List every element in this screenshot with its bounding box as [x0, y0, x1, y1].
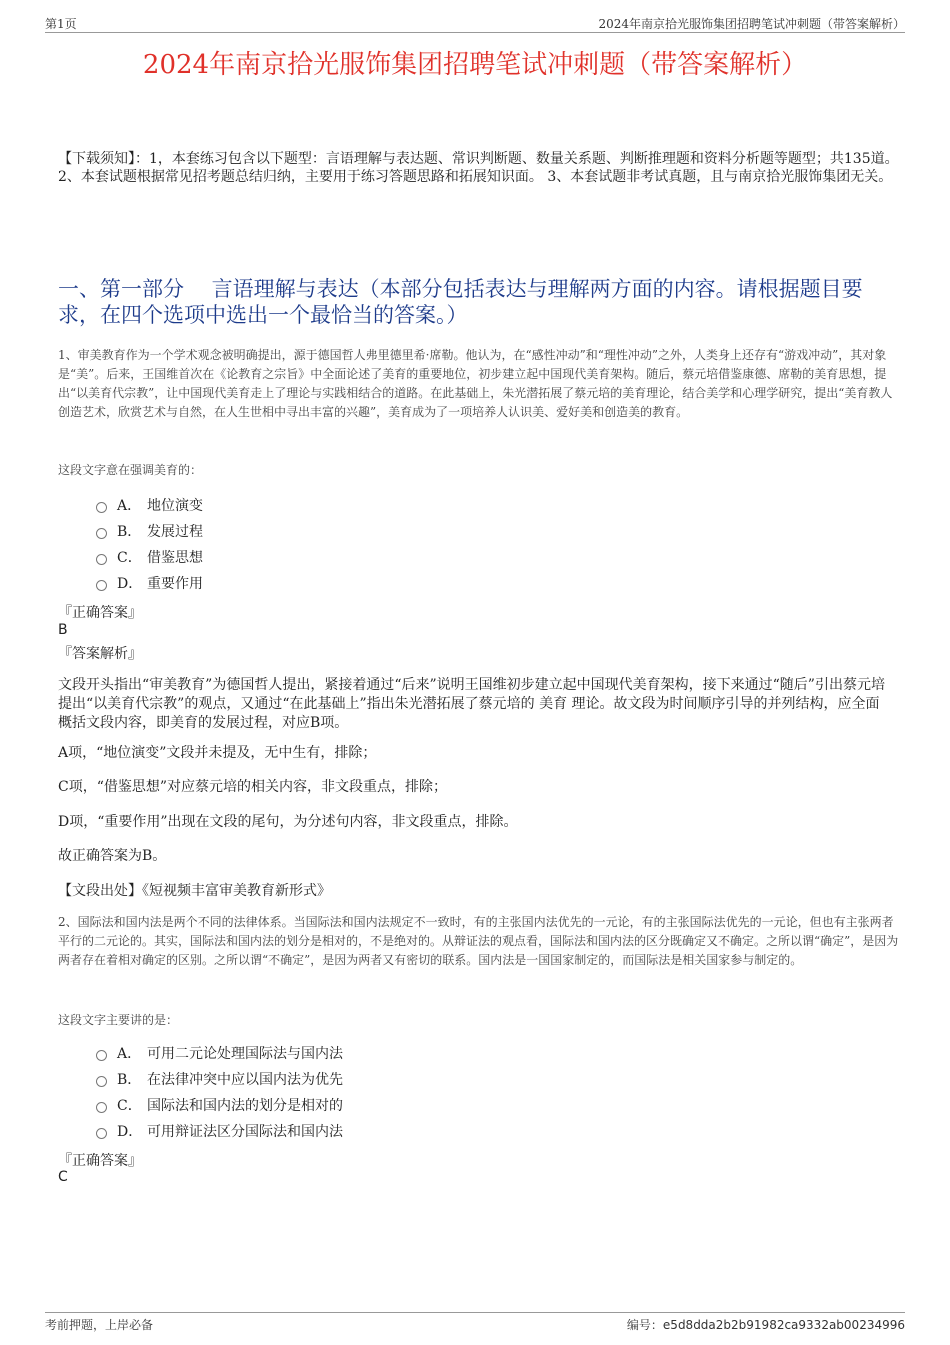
page-header	[45, 14, 905, 33]
question-1-text: 1、审美教育作为一个学术观念被明确提出，源于德国哲人弗里德里希·席勒。他认为，在“感性冲动”和“理性冲动”之外，人类身上还存有“游戏冲动”，其对象是“美”。后来，王国维首次在《论教育之宗旨》中全面论述了美育的重要地位，初步建立起中国现代美育架构。随后，蔡元培借鉴康德、席勒的美育思想，提出“以美育代宗教”，让中国现代美育走上了理论与实践相结合的道路。在此基础上，朱光潜拓展了蔡元培的美育理论，结合美学和心理学研究，提出“美育教人创造艺术，欣赏艺术与自然，在人生世相中寻出丰富的兴趣”，美育成为了一项培养人认识美、爱好美和创造美的教育。	[58, 348, 893, 419]
question-1-options	[96, 492, 203, 596]
analysis-conclusion: 故正确答案为B。	[58, 848, 167, 864]
radio-icon[interactable]	[96, 528, 107, 539]
answer-label: 『正确答案』	[58, 605, 142, 621]
analysis-line-a: A项，“地位演变”文段并未提及，无中生有，排除；	[58, 745, 377, 761]
section-title: 一、第一部分 言语理解与表达（本部分包括表达与理解两方面的内容。请根据题目要求，在四个选项中选出一个最恰当的答案。）	[58, 277, 863, 327]
analysis-paragraph: 文段开头指出“审美教育”为德国哲人提出，紧接着通过“后来”说明王国维初步建立起中国现代美育架构，接下来通过“随后”引出蔡元培提出“以美育代宗教”的观点，又通过“在此基础上”指出朱光潜拓展了蔡元培的 美育 理论。故文段为时间顺序引导的并列结构，应全面概括文段内容，即美育的发展过程，对应B项。	[58, 677, 885, 731]
answer-label: 『正确答案』	[58, 1153, 142, 1169]
question-2-options	[96, 1040, 343, 1144]
radio-icon[interactable]	[96, 1050, 107, 1061]
radio-icon[interactable]	[96, 1102, 107, 1113]
option-d[interactable]: D． 重要作用	[96, 570, 203, 596]
option-a[interactable]: A． 可用二元论处理国际法与国内法	[96, 1040, 343, 1066]
question-2-text: 2、国际法和国内法是两个不同的法律体系。当国际法和国内法规定不一致时，有的主张国内法优先的一元论，有的主张国际法优先的一元论，但也有主张两者平行的二元论的。其实，国际法和国内法的划分是相对的，不是绝对的。从辩证法的观点看，国际法和国内法的区分既确定又不确定。之所以谓“确定”，是因为两者存在着相对确定的区别。之所以谓“不确定”，是因为两者又有密切的联系。国内法是一国国家制定的，而国际法是相关国家参与制定的。	[58, 915, 899, 967]
option-c[interactable]: C． 国际法和国内法的划分是相对的	[96, 1092, 343, 1118]
question-2-stem: 这段文字主要讲的是：	[58, 1013, 179, 1027]
header-doc-title: 2024年南京拾光服饰集团招聘笔试冲刺题（带答案解析）	[598, 17, 905, 31]
analysis-line-d: D项，“重要作用”出现在文段的尾句，为分述句内容，非文段重点，排除。	[58, 814, 518, 830]
analysis-label: 『答案解析』	[58, 646, 142, 662]
footer-code	[627, 1316, 905, 1333]
analysis-line-c: C项，“借鉴思想”对应蔡元培的相关内容，非文段重点，排除；	[58, 779, 448, 795]
page-title: 2024年南京拾光服饰集团招聘笔试冲刺题（带答案解析）	[142, 50, 808, 80]
text-source: 【文段出处】《短视频丰富审美教育新形式》	[58, 883, 331, 899]
radio-icon[interactable]	[96, 1128, 107, 1139]
option-c[interactable]: C． 借鉴思想	[96, 544, 203, 570]
answer-value: C	[58, 1169, 68, 1185]
footer-slogan: 考前押题，上岸必备	[45, 1318, 154, 1332]
code-label: 编号：	[626, 1318, 663, 1332]
radio-icon[interactable]	[96, 1076, 107, 1087]
answer-value: B	[58, 622, 68, 638]
code-value: e5d8dda2b2b91982ca9332ab00234996	[662, 1318, 905, 1332]
question-1-stem: 这段文字意在强调美育的：	[58, 463, 203, 477]
option-b[interactable]: B． 在法律冲突中应以国内法为优先	[96, 1066, 343, 1092]
download-notice: 【下载须知】：1，本套练习包含以下题型：言语理解与表达题、常识判断题、数量关系题、判断推理题和资料分析题等题型；共135道。 2、本套试题根据常见招考题总结归纳，主要用于练习答题思路和拓展知识面。 3、本套试题非考试真题，且与南京拾光服饰集团无关。	[58, 151, 899, 185]
option-b[interactable]: B． 发展过程	[96, 518, 203, 544]
option-d[interactable]: D． 可用辩证法区分国际法和国内法	[96, 1118, 343, 1144]
radio-icon[interactable]	[96, 554, 107, 565]
page-footer	[45, 1312, 905, 1333]
page-number: 第1页	[45, 17, 77, 31]
option-a[interactable]: A． 地位演变	[96, 492, 203, 518]
radio-icon[interactable]	[96, 502, 107, 513]
radio-icon[interactable]	[96, 580, 107, 591]
